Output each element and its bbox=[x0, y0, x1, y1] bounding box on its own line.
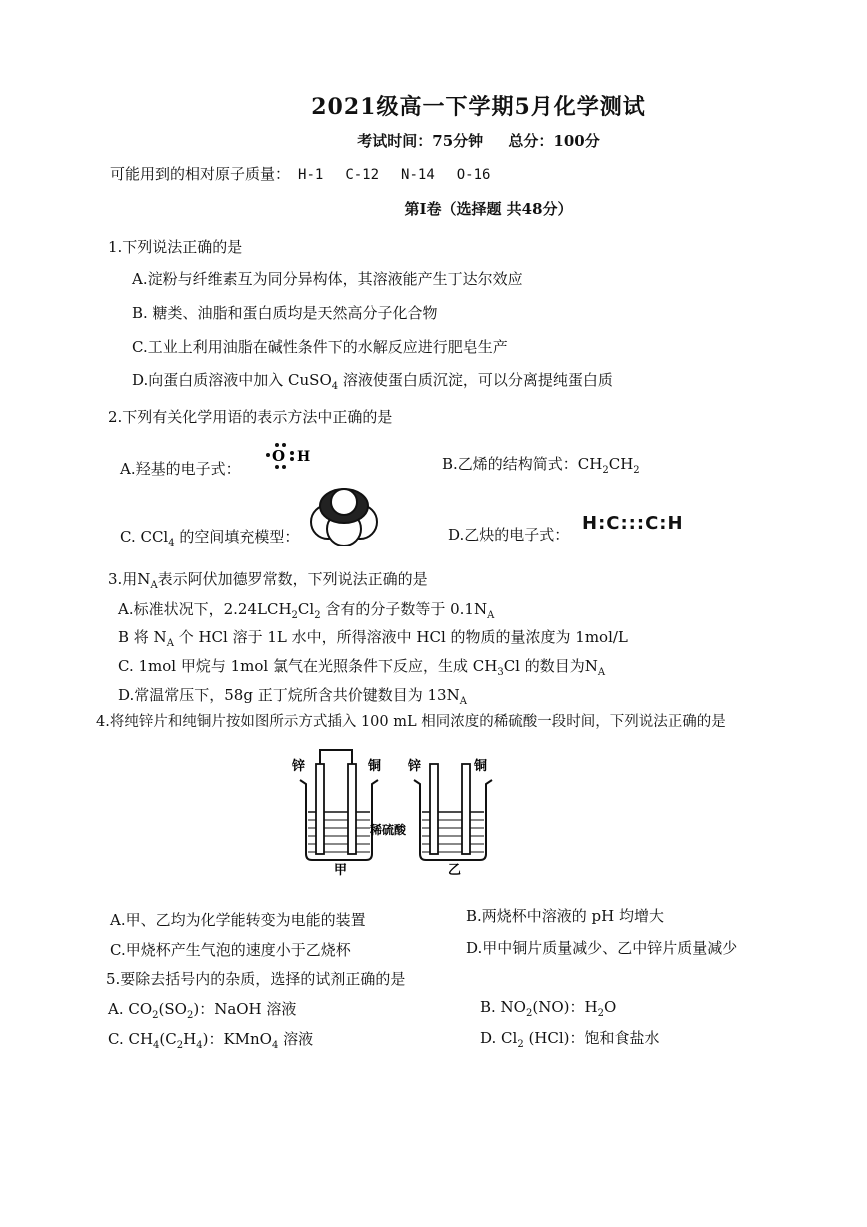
q5-option-b bbox=[480, 996, 616, 1019]
q5-stem: 5.要除去括号内的杂质，选择的试剂正确的是 bbox=[106, 970, 406, 988]
q5-c-sub3: 4 bbox=[196, 1040, 203, 1051]
q5-option-d bbox=[480, 1027, 660, 1050]
q3-option-a bbox=[118, 598, 494, 621]
q5-d-sub: 2 bbox=[517, 1039, 524, 1050]
q2-c-sub: 4 bbox=[168, 538, 175, 549]
q3-option-c bbox=[118, 655, 605, 678]
q3-stem-text2: 表示阿伏加德罗常数，下列说法正确的是 bbox=[157, 570, 428, 588]
q5-c-sub4: 4 bbox=[272, 1040, 279, 1051]
q2-c-text2: 的空间填充模型： bbox=[174, 528, 300, 546]
label-cu-jia: 铜 bbox=[368, 759, 382, 774]
q4-option-c: C.甲烧杯产生气泡的速度小于乙烧杯 bbox=[110, 941, 351, 959]
label-yi: 乙 bbox=[448, 863, 462, 876]
q2-b-text1: B.乙烯的结构简式：CH bbox=[442, 455, 603, 473]
q2-b-sub2: 2 bbox=[633, 465, 640, 476]
q2-option-c bbox=[120, 526, 299, 549]
exam-info bbox=[0, 130, 867, 151]
section-title: 第Ⅰ卷（选择题 共48分） bbox=[404, 200, 573, 218]
q2-a-label: A.羟基的电子式： bbox=[120, 460, 241, 478]
q5-d-text2: (HCl)：饱和食盐水 bbox=[523, 1029, 660, 1047]
hydrogen-symbol: H bbox=[297, 449, 311, 465]
q3-c-sub: 3 bbox=[497, 667, 504, 678]
q3-c-text2: Cl 的数目为N bbox=[503, 657, 598, 675]
q4-option-a: A.甲、乙均为化学能转变为电能的装置 bbox=[110, 911, 366, 929]
q5-b-sub2: 2 bbox=[597, 1008, 604, 1019]
q3-a-sub3: A bbox=[487, 610, 495, 621]
q4-stem: 4.将纯锌片和纯铜片按如图所示方式插入 100 mL 相同浓度的稀硫酸一段时间，下列说法正确的是 bbox=[96, 714, 726, 730]
q1-option-b: B. 糖类、油脂和蛋白质均是天然高分子化合物 bbox=[132, 304, 438, 322]
q1-stem: 1.下列说法正确的是 bbox=[108, 238, 243, 256]
mass-n: N-14 bbox=[401, 167, 435, 183]
q5-c-text5: 溶液 bbox=[278, 1030, 314, 1048]
q3-a-sub2: 2 bbox=[314, 610, 321, 621]
electron-dot bbox=[282, 465, 286, 469]
ccl4-space-filling-model bbox=[308, 480, 380, 546]
q3-c-sub2: A bbox=[597, 667, 606, 678]
q1-option-a: A.淀粉与纤维素互为同分异构体，其溶液能产生丁达尔效应 bbox=[132, 270, 523, 288]
q5-b-text3: O bbox=[603, 998, 617, 1016]
q2-d-label: D.乙炔的电子式： bbox=[448, 526, 570, 544]
q3-d-text1: D.常温常压下，58g 正丁烷所含共价键数目为 13N bbox=[118, 686, 460, 704]
q3-stem-sub: A bbox=[150, 580, 158, 591]
exam-title: 2021级高一下学期5月化学测试 bbox=[311, 94, 646, 120]
q5-c-text2: (C bbox=[159, 1030, 177, 1048]
mass-c: C-12 bbox=[345, 167, 380, 183]
zinc-plate bbox=[316, 764, 324, 854]
hydroxyl-electron-formula bbox=[258, 440, 318, 472]
q2-option-a bbox=[120, 458, 241, 479]
q5-c-text1: C. CH bbox=[108, 1030, 154, 1048]
q5-c-text3: H bbox=[183, 1030, 197, 1048]
q3-b-sub: A bbox=[166, 638, 174, 649]
q3-b-text2: 个 HCl 溶于 1L 水中，所得溶液中 HCl 的物质的量浓度为 1mol/L bbox=[173, 628, 628, 646]
q3-option-d bbox=[118, 684, 467, 707]
oxygen-symbol: O bbox=[272, 447, 286, 465]
q5-a-sub1: 2 bbox=[152, 1010, 159, 1021]
acetylene-electron-formula: H:C:::C:H bbox=[582, 513, 684, 534]
q2-stem: 2.下列有关化学用语的表示方法中正确的是 bbox=[108, 408, 393, 426]
label-cu-yi: 铜 bbox=[474, 759, 488, 774]
q2-option-b bbox=[442, 453, 640, 476]
q3-c-text1: C. 1mol 甲烷与 1mol 氯气在光照条件下反应，生成 CH bbox=[118, 657, 498, 675]
q5-option-c bbox=[108, 1028, 313, 1051]
beaker-yi bbox=[414, 764, 492, 860]
q1-option-c: C.工业上利用油脂在碱性条件下的水解反应进行肥皂生产 bbox=[132, 338, 508, 356]
q2-b-text2: CH bbox=[608, 455, 634, 473]
q5-d-text1: D. Cl bbox=[480, 1029, 518, 1047]
q5-a-text3: )：NaOH 溶液 bbox=[193, 1000, 297, 1018]
copper-plate bbox=[348, 764, 356, 854]
mass-o: O-16 bbox=[456, 167, 491, 183]
electron-dot bbox=[275, 465, 279, 469]
q3-d-sub: A bbox=[459, 696, 467, 707]
label-acid: 稀硫酸 bbox=[370, 823, 407, 837]
q2-option-d bbox=[448, 524, 569, 545]
q5-c-text4: )：KMnO bbox=[202, 1030, 272, 1048]
atomic-masses bbox=[110, 163, 512, 184]
atomic-masses-label: 可能用到的相对原子质量： bbox=[110, 165, 291, 183]
q3-option-b bbox=[118, 626, 628, 649]
q2-c-text1: C. CCl bbox=[120, 528, 169, 546]
electron-dot bbox=[266, 453, 270, 457]
copper-plate bbox=[462, 764, 470, 854]
mass-h: H-1 bbox=[298, 167, 324, 183]
q3-stem bbox=[108, 568, 428, 591]
q5-b-text2: (NO)：H bbox=[532, 998, 598, 1016]
q5-b-sub1: 2 bbox=[525, 1008, 533, 1019]
q3-a-text1: A.标准状况下，2.24LCH bbox=[118, 600, 292, 618]
q2-b-sub1: 2 bbox=[602, 465, 609, 476]
electron-dot bbox=[290, 457, 294, 461]
q3-stem-text1: 3.用N bbox=[108, 570, 151, 588]
q5-a-text2: (SO bbox=[158, 1000, 187, 1018]
q3-b-text1: B 将 N bbox=[118, 628, 167, 646]
electron-dot bbox=[290, 451, 294, 455]
q5-c-sub2: 2 bbox=[176, 1040, 184, 1051]
q5-c-sub1: 4 bbox=[153, 1040, 160, 1051]
q3-a-text3: 含有的分子数等于 0.1N bbox=[320, 600, 488, 618]
q1-d-sub: 4 bbox=[331, 381, 339, 392]
exam-time: 考试时间：75分钟 bbox=[357, 132, 484, 150]
exam-score: 总分：100分 bbox=[508, 132, 600, 150]
q1-d-text2: 溶液使蛋白质沉淀，可以分离提纯蛋白质 bbox=[338, 371, 613, 389]
q5-a-text1: A. CO bbox=[108, 1000, 153, 1018]
q5-option-a bbox=[108, 998, 296, 1021]
label-zn-yi: 锌 bbox=[408, 759, 422, 774]
q5-a-sub2: 2 bbox=[186, 1010, 194, 1021]
q3-a-text2: Cl bbox=[297, 600, 315, 618]
q3-a-sub1: 2 bbox=[291, 610, 298, 621]
q1-d-text1: D.向蛋白质溶液中加入 CuSO bbox=[132, 371, 332, 389]
q4-option-d: D.甲中铜片质量减少、乙中锌片质量减少 bbox=[466, 939, 738, 957]
galvanic-cell-figure bbox=[288, 742, 518, 876]
label-zn-jia: 锌 bbox=[292, 759, 306, 774]
beaker-jia bbox=[300, 750, 378, 860]
q4-option-b: B.两烧杯中溶液的 pH 均增大 bbox=[466, 907, 665, 925]
zinc-plate bbox=[430, 764, 438, 854]
q5-b-text1: B. NO bbox=[480, 998, 526, 1016]
label-jia: 甲 bbox=[334, 863, 348, 876]
wire bbox=[320, 750, 352, 764]
chlorine-atom-top bbox=[331, 489, 357, 515]
q1-option-d bbox=[132, 369, 613, 392]
